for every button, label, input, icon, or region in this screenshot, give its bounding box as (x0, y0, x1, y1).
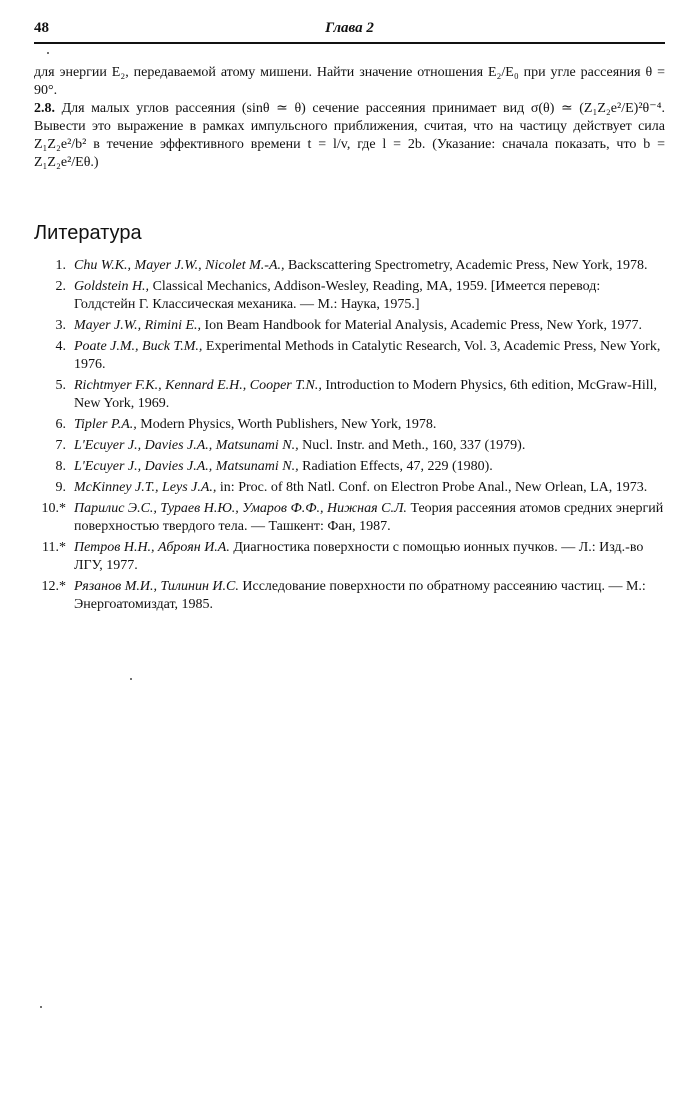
reference-authors: Tipler P.A., (74, 417, 137, 432)
reference-text: Classical Mechanics, Addison-Wesley, Reading, MA, 1959. [Имеется перевод: Голдстейн Г. Классическая механика. — М.: Наука, 1975.] (74, 279, 601, 312)
page-header (34, 20, 665, 44)
reference-authors: Richtmyer F.K., Kennard E.H., Cooper T.N., (74, 378, 322, 393)
reference-text: Nucl. Instr. and Meth., 160, 337 (1979). (298, 438, 526, 453)
reference-authors: L'Ecuyer J., Davies J.A., Matsunami N., (74, 459, 299, 474)
reference-item (34, 257, 665, 275)
reference-text: Исследование поверхности по обратному рассеянию частиц. — М.: Энергоатомиздат, 1985. (74, 579, 646, 612)
problem-number: 2.8. (34, 101, 55, 116)
page-number: 48 (34, 20, 49, 36)
problem-2-8 (34, 100, 665, 172)
references-heading: Литература (34, 222, 142, 244)
reference-authors: L'Ecuyer J., Davies J.A., Matsunami N., (74, 438, 299, 453)
reference-authors: Рязанов М.И., Тилинин И.С. (74, 579, 239, 594)
reference-authors: McKinney J.T., Leys J.A., (74, 480, 217, 495)
reference-number: 6. (55, 417, 66, 432)
reference-number: 9. (55, 480, 66, 495)
reference-number: 4. (55, 339, 66, 354)
reference-item (34, 437, 665, 455)
reference-text: Ion Beam Handbook for Material Analysis, Academic Press, New York, 1977. (201, 318, 642, 333)
reference-number: 3. (55, 318, 66, 333)
page-speck (47, 52, 49, 54)
reference-authors: Poate J.M., Buck T.M., (74, 339, 203, 354)
reference-item (34, 539, 665, 575)
reference-authors: Петров Н.Н., Аброян И.А. (74, 540, 230, 555)
reference-list (34, 257, 665, 617)
reference-text: Introduction to Modern Physics, 6th edition, McGraw-Hill, New York, 1969. (74, 378, 658, 411)
problem-statement: Для малых углов рассеяния (sinθ ≃ θ) сечение рассеяния принимает вид σ(θ) ≃ (Z₁Z₂e²/E)²θ⁻⁴. Вывести это выражение в рамках импульсного приближения, считая, что на частицу действует сила Z₁Z₂e²/b² в течение эффективного времени t = l/v, где l = 2b. (Указание: сначала показать, что b = Z₁Z₂e²/Eθ.) (34, 101, 665, 170)
reference-number: 12.* (41, 579, 66, 594)
reference-number: 11.* (42, 540, 66, 555)
reference-number: 5. (55, 378, 66, 393)
reference-authors: Chu W.K., Mayer J.W., Nicolet M.-A., (74, 258, 285, 273)
reference-text: Backscattering Spectrometry, Academic Press, New York, 1978. (284, 258, 648, 273)
reference-item (34, 458, 665, 476)
reference-text: Experimental Methods in Catalytic Research, Vol. 3, Academic Press, New York, 1976. (74, 339, 661, 372)
problem-text-block (34, 64, 665, 172)
reference-item (34, 578, 665, 614)
reference-number: 1. (55, 258, 66, 273)
reference-item (34, 317, 665, 335)
chapter-title: Глава 2 (325, 20, 374, 36)
page-speck (40, 1006, 42, 1008)
reference-text: Radiation Effects, 47, 229 (1980). (298, 459, 493, 474)
reference-number: 8. (55, 459, 66, 474)
reference-item (34, 479, 665, 497)
reference-text: Теория рассеяния атомов средних энергий поверхностью твердого тела. — Ташкент: Фан, 1987. (74, 501, 664, 534)
reference-authors: Mayer J.W., Rimini E., (74, 318, 202, 333)
reference-item (34, 377, 665, 413)
reference-item (34, 338, 665, 374)
reference-item (34, 500, 665, 536)
page-speck (130, 678, 132, 680)
reference-number: 2. (55, 279, 66, 294)
reference-item (34, 278, 665, 314)
reference-authors: Goldstein H., (74, 279, 150, 294)
reference-item (34, 416, 665, 434)
reference-number: 10.* (41, 501, 66, 516)
reference-authors: Парилис Э.С., Тураев Н.Ю., Умаров Ф.Ф., Нижная С.Л. (74, 501, 407, 516)
reference-text: Modern Physics, Worth Publishers, New York, 1978. (136, 417, 437, 432)
problem-continuation: для энергии E₂, передаваемой атому мишени. Найти значение отношения E₂/E₀ при угле рассеяния θ = 90°. (34, 65, 665, 98)
reference-number: 7. (55, 438, 66, 453)
reference-text: in: Proc. of 8th Natl. Conf. on Electron Probe Anal., New Orlean, LA, 1973. (216, 480, 648, 495)
reference-text: Диагностика поверхности с помощью ионных пучков. — Л.: Изд.-во ЛГУ, 1977. (74, 540, 644, 573)
